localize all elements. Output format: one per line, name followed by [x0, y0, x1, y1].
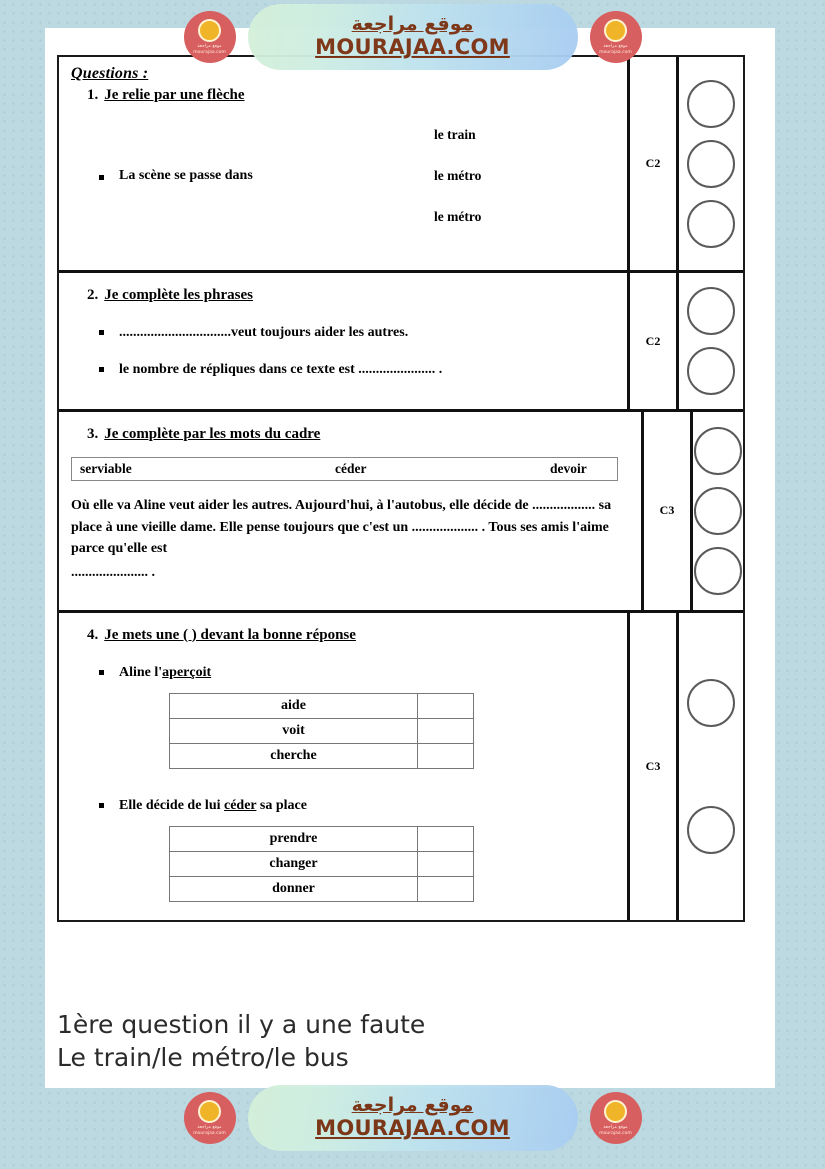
question-2-score-circles: [679, 273, 743, 409]
question-4a-choice-3[interactable]: cherche: [170, 743, 418, 768]
question-3-number: 3.: [87, 426, 99, 442]
watermark-pill: [248, 1085, 578, 1151]
table-row[interactable]: [170, 851, 474, 876]
question-4a-checkbox-1[interactable]: [418, 693, 474, 718]
score-circle[interactable]: [694, 487, 742, 535]
question-4a-checkbox-3[interactable]: [418, 743, 474, 768]
question-2-heading: [87, 287, 617, 304]
watermark-url-text: MOURAJAA.COM: [315, 1115, 510, 1140]
table-row[interactable]: [170, 743, 474, 768]
watermark-bottom: [0, 1080, 825, 1156]
word-bank-item-2[interactable]: céder: [335, 461, 367, 476]
mourajaa-logo-icon: [590, 1092, 642, 1144]
question-1-option-1[interactable]: le train: [434, 127, 476, 142]
question-4-competency-code: C3: [630, 613, 679, 920]
logo-caption-ar: موقع مراجعة: [603, 1124, 628, 1130]
question-3-content: [59, 412, 644, 610]
question-1-heading: [87, 87, 617, 104]
question-2-heading-text: Je complète les phrases: [104, 287, 253, 303]
question-1-option-3[interactable]: le métro: [434, 209, 482, 224]
correction-note-line-1: 1ère question il y a une faute: [57, 1010, 426, 1039]
logo-caption-ar: موقع مراجعة: [603, 43, 628, 49]
question-4-score-circles: [679, 613, 743, 920]
watermark-url-text: MOURAJAA.COM: [315, 34, 510, 59]
question-3-paragraph: Où elle va Aline veut aider les autres. Aujourd'hui, à l'autobus, elle décide de .................. sa place à une vieille dame. Elle pense toujours que c'est un ................... . Tous ses amis l'aime parce qu'elle est: [71, 498, 612, 557]
question-4a-prompt-before: Aline l': [119, 664, 163, 680]
question-1-prompt: La scène se passe dans: [97, 168, 253, 184]
questions-grid: [57, 55, 745, 922]
question-4-content: [59, 613, 630, 920]
question-4b-checkbox-3[interactable]: [418, 876, 474, 901]
question-1-number: 1.: [87, 87, 99, 103]
question-4-number: 4.: [87, 626, 99, 643]
mourajaa-logo-icon: [184, 1092, 236, 1144]
worksheet-page: [45, 28, 775, 1088]
question-4b-prompt-before: Elle décide de lui: [119, 797, 224, 813]
table-row[interactable]: [170, 693, 474, 718]
score-circle[interactable]: [687, 200, 735, 248]
word-bank-item-1[interactable]: serviable: [80, 461, 132, 476]
watermark-arabic-text: موقع مراجعة: [351, 12, 474, 35]
logo-caption-url: mourajaa.com: [193, 1130, 226, 1136]
question-row-2: [59, 273, 743, 412]
question-4b-choice-3[interactable]: donner: [170, 876, 418, 901]
question-4-heading: [87, 627, 617, 644]
score-circle[interactable]: [687, 347, 735, 395]
question-1-score-circles: [679, 57, 743, 270]
question-4b-prompt-after: sa place: [256, 797, 307, 813]
question-4a-checkbox-2[interactable]: [418, 718, 474, 743]
score-circle[interactable]: [694, 427, 742, 475]
score-circle[interactable]: [687, 287, 735, 335]
question-1-heading-text: Je relie par une flèche: [104, 87, 245, 103]
question-2-content: [59, 273, 630, 409]
question-3-heading: [87, 426, 631, 443]
logo-caption-url: mourajaa.com: [599, 1130, 632, 1136]
logo-caption-ar: موقع مراجعة: [197, 1124, 222, 1130]
question-2-number: 2.: [87, 287, 99, 303]
question-4b-choice-1[interactable]: prendre: [170, 826, 418, 851]
question-1-option-2[interactable]: le métro: [434, 168, 482, 183]
score-circle[interactable]: [687, 679, 735, 727]
question-1-competency-code: C2: [630, 57, 679, 270]
logo-caption-ar: موقع مراجعة: [197, 43, 222, 49]
watermark-arabic-text: موقع مراجعة: [351, 1093, 474, 1116]
question-4a-prompt-keyword: aperçoit: [162, 664, 212, 680]
word-bank-item-3[interactable]: devoir: [550, 461, 587, 476]
question-4a-choice-table: [169, 693, 474, 769]
correction-note: [57, 1008, 425, 1074]
logo-caption-url: mourajaa.com: [193, 49, 226, 55]
question-1-content: [59, 57, 630, 270]
question-2-competency-code: C2: [630, 273, 679, 409]
table-row[interactable]: [170, 718, 474, 743]
question-1-options: [434, 127, 481, 250]
question-3-word-bank: [71, 457, 618, 481]
question-4b-choice-2[interactable]: changer: [170, 851, 418, 876]
question-4b-checkbox-1[interactable]: [418, 826, 474, 851]
table-row[interactable]: [170, 876, 474, 901]
question-4a-prompt: [97, 662, 617, 683]
question-4b-choice-table: [169, 826, 474, 902]
table-row[interactable]: [170, 826, 474, 851]
question-4b-prompt-keyword: céder: [224, 797, 257, 813]
question-row-1: [59, 57, 743, 273]
question-4-heading-text: Je mets une ( ) devant la bonne réponse: [104, 626, 356, 643]
question-3-paragraph-tail: ...................... .: [71, 565, 155, 581]
question-4a-choice-1[interactable]: aide: [170, 693, 418, 718]
logo-caption-url: mourajaa.com: [599, 49, 632, 55]
question-4b-checkbox-2[interactable]: [418, 851, 474, 876]
question-1-matching: [69, 110, 617, 260]
score-circle[interactable]: [687, 80, 735, 128]
question-2-item-1: ................................veut toujours aider les autres.: [97, 322, 617, 343]
page-title: Questions :: [71, 65, 149, 82]
question-3-score-circles: [693, 412, 743, 610]
logo-disc-icon: [604, 1100, 627, 1123]
question-3-competency-code: C3: [644, 412, 693, 610]
correction-note-line-2: Le train/le métro/le bus: [57, 1043, 349, 1072]
score-circle[interactable]: [694, 547, 742, 595]
score-circle[interactable]: [687, 140, 735, 188]
question-4b-prompt: [97, 795, 617, 816]
score-circle[interactable]: [687, 806, 735, 854]
question-2-item-2: le nombre de répliques dans ce texte est ...................... .: [97, 359, 617, 380]
question-row-4: [59, 613, 743, 920]
logo-disc-icon: [198, 1100, 221, 1123]
question-3-heading-text: Je complète par les mots du cadre: [104, 426, 321, 442]
question-4a-choice-2[interactable]: voit: [170, 718, 418, 743]
question-row-3: [59, 412, 743, 613]
